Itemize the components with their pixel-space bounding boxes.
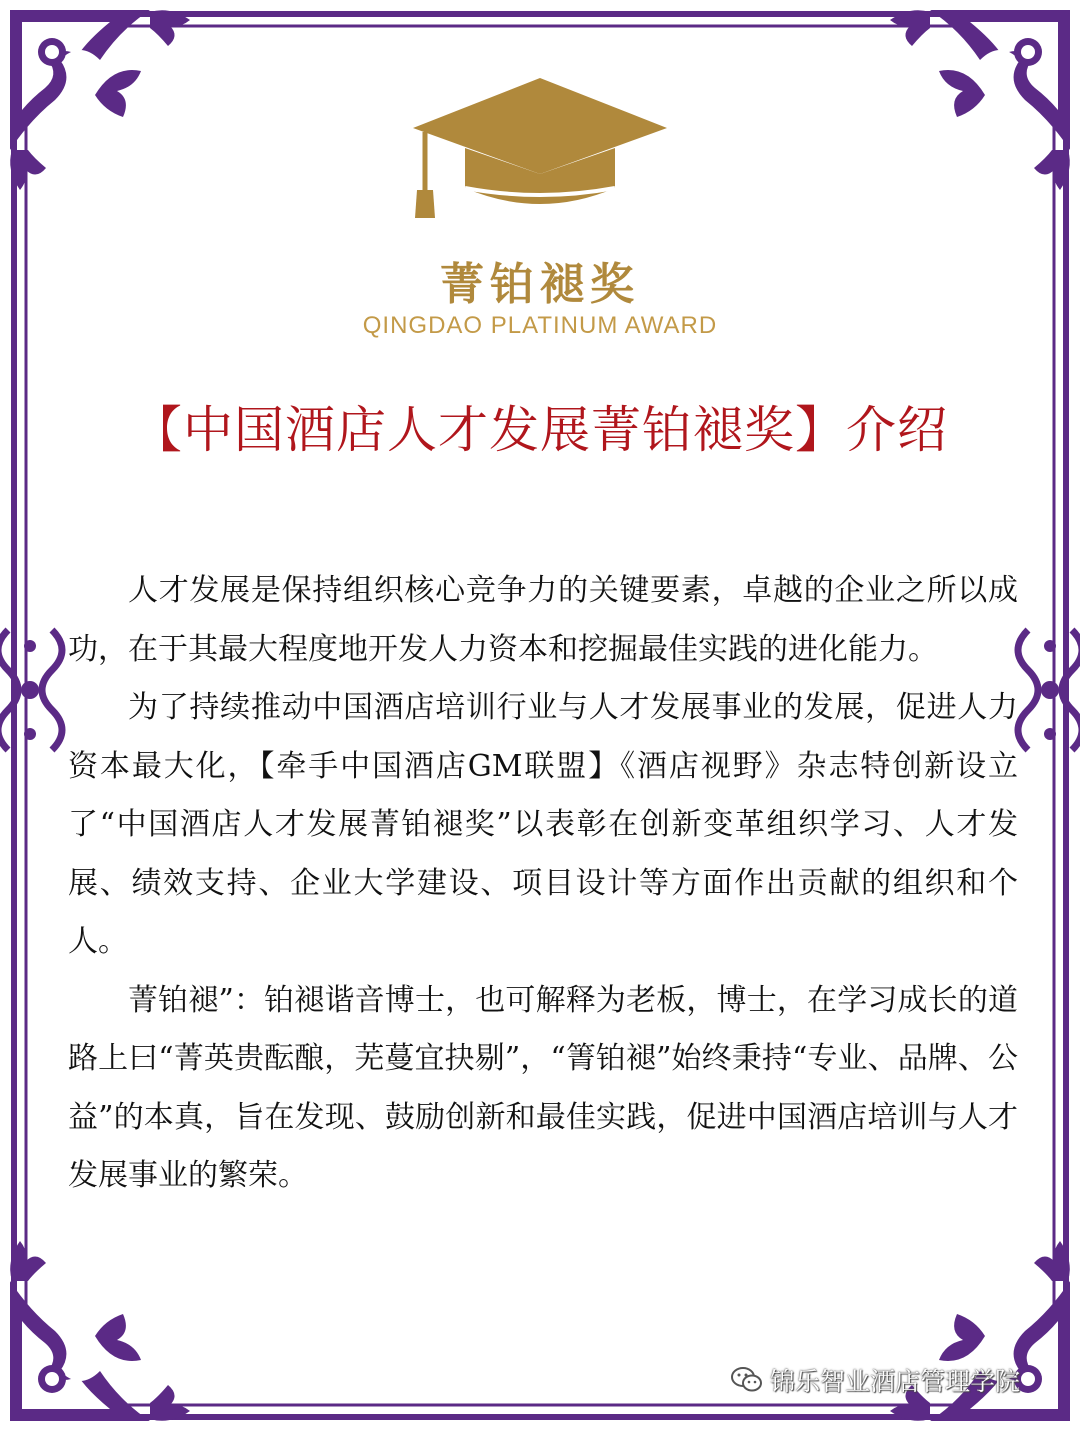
paragraph-1: 人才发展是保持组织核心竞争力的关键要素，卓越的企业之所以成功，在于其最大程度地开发人力资本和挖掘最佳实践的进化能力。 — [68, 573, 1018, 667]
paragraph-3: 菁铂褪”：铂褪谐音博士，也可解释为老板，博士，在学习成长的道路上曰“菁英贵酝酿，芜蔓宜抉剔”，“箐铂褪”始终秉持“专业、品牌、公益”的本真，旨在发现、鼓励创新和最佳实践，促进中国酒店培训与人才发展事业的繁荣。 — [68, 982, 1018, 1193]
watermark — [730, 1362, 1020, 1398]
graduation-cap-icon — [405, 70, 675, 230]
award-name-cn: 菁铂褪奖 — [440, 259, 640, 310]
wechat-icon — [730, 1366, 764, 1394]
article-body — [68, 562, 1018, 1206]
award-name-en: QINGDAO PLATINUM AWARD — [362, 312, 718, 339]
page-title: 【中国酒店人才发展菁铂褪奖】介绍 — [132, 401, 948, 459]
watermark-text: 锦乐智业酒店管理学院 — [770, 1367, 1021, 1396]
paragraph-2: 为了持续推动中国酒店培训行业与人才发展事业的发展，促进人力资本最大化，【牵手中国酒店GM联盟】《酒店视野》杂志特创新设立了“中国酒店人才发展菁铂褪奖”以表彰在创新变革组织学习、人才发展、绩效支持、企业大学建设、项目设计等方面作出贡献的组织和个人。 — [68, 690, 1018, 959]
